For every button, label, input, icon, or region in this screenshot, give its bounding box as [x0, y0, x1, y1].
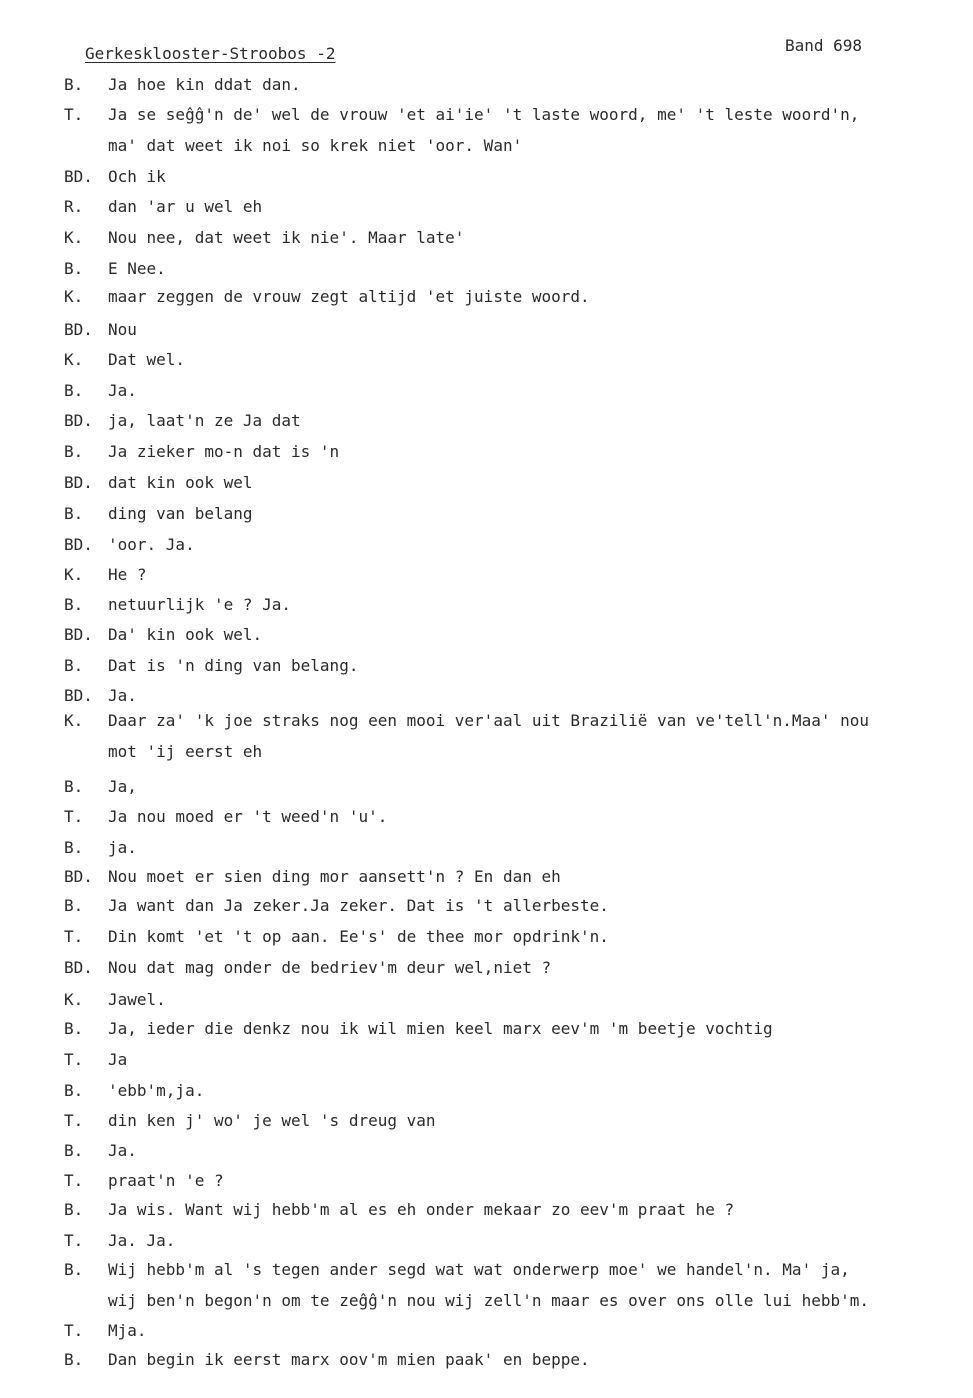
speaker-label: B.: [64, 838, 84, 857]
speaker-label: K.: [64, 990, 84, 1009]
speaker-label: B.: [64, 1200, 84, 1219]
speaker-label: K.: [64, 228, 84, 247]
speaker-label: T.: [64, 1231, 84, 1250]
speaker-label: BD.: [64, 535, 93, 554]
utterance-text: ding van belang: [108, 504, 253, 523]
speaker-label: B.: [64, 1019, 84, 1038]
speaker-label: BD.: [64, 686, 93, 705]
speaker-label: BD.: [64, 473, 93, 492]
utterance-text: Ja.: [108, 381, 137, 400]
speaker-label: BD.: [64, 958, 93, 977]
utterance-text: praat'n 'e ?: [108, 1171, 224, 1190]
speaker-label: B.: [64, 896, 84, 915]
speaker-label: B.: [64, 595, 84, 614]
utterance-text: Ja, ieder die denkz nou ik wil mien keel marx eev'm 'm beetje vochtig: [108, 1019, 773, 1038]
utterance-text: Nou: [108, 320, 137, 339]
speaker-label: K.: [64, 287, 84, 306]
utterance-text: 'oor. Ja.: [108, 535, 195, 554]
speaker-label: T.: [64, 927, 84, 946]
speaker-label: BD.: [64, 867, 93, 886]
utterance-text: Ja: [108, 1050, 128, 1069]
utterance-text: Dan begin ik eerst marx oov'm mien paak' en beppe.: [108, 1350, 590, 1369]
utterance-text: dat kin ook wel: [108, 473, 253, 492]
speaker-label: B.: [64, 504, 84, 523]
utterance-text: He ?: [108, 565, 147, 584]
utterance-text: Ja nou moed er 't weed'n 'u'.: [108, 807, 388, 826]
utterance-text: Dat wel.: [108, 350, 186, 369]
speaker-label: BD.: [64, 320, 93, 339]
speaker-label: T.: [64, 1171, 84, 1190]
speaker-label: B.: [64, 381, 84, 400]
speaker-label: K.: [64, 350, 84, 369]
speaker-label: T.: [64, 1321, 84, 1340]
utterance-text: Ja.: [108, 686, 137, 705]
speaker-label: T.: [64, 105, 84, 124]
speaker-label: B.: [64, 1260, 84, 1279]
utterance-text: Ja. Ja.: [108, 1231, 176, 1250]
speaker-label: B.: [64, 1141, 84, 1160]
utterance-text: Ja.: [108, 1141, 137, 1160]
speaker-label: B.: [64, 259, 84, 278]
speaker-label: B.: [64, 777, 84, 796]
utterance-text: Ja want dan Ja zeker.Ja zeker. Dat is 't allerbeste.: [108, 896, 609, 915]
band-number: Band 698: [785, 36, 863, 55]
speaker-label: B.: [64, 656, 84, 675]
utterance-text: Ja wis. Want wij hebb'm al es eh onder mekaar zo eev'm praat he ?: [108, 1200, 735, 1219]
utterance-text: Och ik: [108, 167, 166, 186]
utterance-text: Wij hebb'm al 's tegen ander segd wat wat onderwerp moe' we handel'n. Ma' ja,: [108, 1260, 850, 1279]
speaker-label: B.: [64, 1081, 84, 1100]
speaker-label: R.: [64, 197, 84, 216]
utterance-text: Daar za' 'k joe straks nog een mooi ver'aal uit Brazilië van ve'tell'n.Maa' nou: [108, 711, 869, 730]
utterance-text: E Nee.: [108, 259, 166, 278]
speaker-label: BD.: [64, 167, 93, 186]
speaker-label: T.: [64, 807, 84, 826]
utterance-text: ja.: [108, 838, 137, 857]
speaker-label: BD.: [64, 411, 93, 430]
utterance-text: Ja hoe kin ddat dan.: [108, 75, 301, 94]
utterance-text: Jawel.: [108, 990, 166, 1009]
utterance-text: Dat is 'n ding van belang.: [108, 656, 359, 675]
utterance-text: Ja se seĝĝ'n de' wel de vrouw 'et ai'ie' 't laste woord, me' 't leste woord'n,: [108, 105, 860, 124]
utterance-continuation: ma' dat weet ik noi so krek niet 'oor. Wan': [108, 136, 523, 155]
speaker-label: K.: [64, 711, 84, 730]
speaker-label: T.: [64, 1111, 84, 1130]
utterance-text: dan 'ar u wel eh: [108, 197, 263, 216]
utterance-text: 'ebb'm,ja.: [108, 1081, 205, 1100]
utterance-text: Nou nee, dat weet ik nie'. Maar late': [108, 228, 465, 247]
utterance-text: Ja zieker mo-n dat is 'n: [108, 442, 340, 461]
utterance-text: din ken j' wo' je wel 's dreug van: [108, 1111, 436, 1130]
speaker-label: B.: [64, 75, 84, 94]
utterance-text: Mja.: [108, 1321, 147, 1340]
utterance-text: netuurlijk 'e ? Ja.: [108, 595, 292, 614]
utterance-text: Da' kin ook wel.: [108, 625, 263, 644]
speaker-label: BD.: [64, 625, 93, 644]
utterance-text: ja, laat'n ze Ja dat: [108, 411, 301, 430]
utterance-text: Nou moet er sien ding mor aansett'n ? En dan eh: [108, 867, 561, 886]
utterance-text: Din komt 'et 't op aan. Ee's' de thee mor opdrink'n.: [108, 927, 609, 946]
utterance-continuation: wij ben'n begon'n om te zeĝĝ'n nou wij zell'n maar es over ons olle lui hebb'm.: [108, 1291, 869, 1310]
speaker-label: B.: [64, 442, 84, 461]
utterance-text: Nou dat mag onder de bedriev'm deur wel,niet ?: [108, 958, 552, 977]
speaker-label: K.: [64, 565, 84, 584]
utterance-text: maar zeggen de vrouw zegt altijd 'et juiste woord.: [108, 287, 590, 306]
utterance-continuation: mot 'ij eerst eh: [108, 742, 263, 761]
utterance-text: Ja,: [108, 777, 137, 796]
document-title: Gerkesklooster-Stroobos -2: [85, 44, 336, 63]
speaker-label: T.: [64, 1050, 84, 1069]
speaker-label: B.: [64, 1350, 84, 1369]
